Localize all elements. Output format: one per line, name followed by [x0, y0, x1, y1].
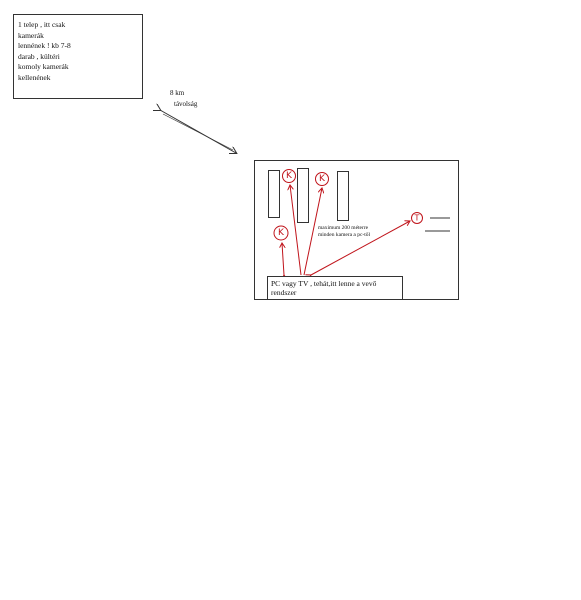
pc-tv-box	[267, 276, 403, 300]
note-line-3: lennének ! kb 7-8	[18, 41, 71, 50]
note-box	[13, 14, 143, 99]
camera-label-2: K	[319, 174, 325, 184]
note-line-5: komoly kamerák	[18, 62, 69, 71]
note-line-4: darab , kültéri	[18, 51, 60, 61]
distance-label	[170, 88, 197, 110]
building-1	[268, 170, 280, 218]
note-line-1: 1 telep , itt csak	[18, 20, 66, 29]
note-line-2: kamerák	[18, 30, 44, 40]
building-2	[297, 168, 309, 223]
camera-label-far: T	[414, 213, 420, 223]
range-note-line-2: minden kamera a pc-től	[318, 232, 371, 238]
distance-arrow	[160, 110, 236, 153]
camera-label-1: K	[286, 171, 292, 181]
note-line-6: kellenének	[18, 72, 51, 82]
distance-caption: távolság	[174, 100, 198, 108]
building-3	[337, 171, 349, 221]
distance-arrow-inner	[163, 114, 233, 150]
camera-label-3: K	[278, 228, 284, 238]
pc-tv-text: PC vagy TV , tehát,itt lenne a vevő rendszer	[271, 279, 377, 297]
distance-value: 8 km	[170, 89, 185, 97]
range-note-line-1: maximum 200 méterre	[318, 225, 369, 231]
range-note	[318, 225, 370, 239]
